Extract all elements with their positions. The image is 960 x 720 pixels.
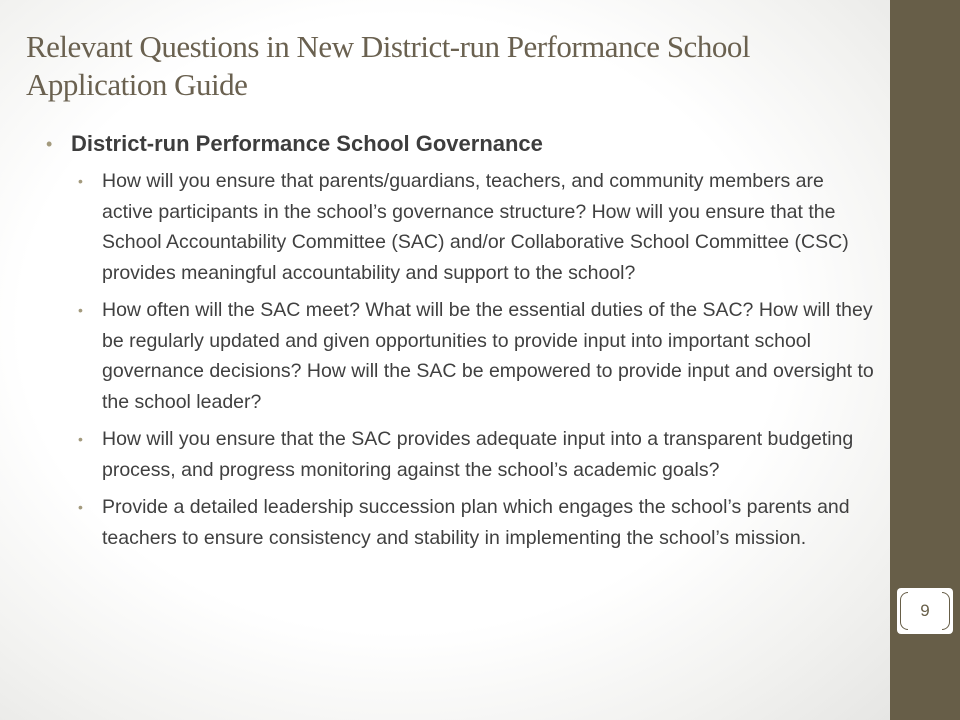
question-item <box>78 424 877 485</box>
bullet-icon: • <box>78 499 83 515</box>
question-item <box>78 492 877 553</box>
section-heading-text: District-run Performance School Governance <box>71 131 543 156</box>
question-item <box>78 295 877 417</box>
question-text: How often will the SAC meet? What will be the essential duties of the SAC? How will they be regularly updated and given opportunities to provide input into important school governance decisions? How will the SAC be empowered to provide input and oversight to the school leader? <box>102 299 874 413</box>
page-number: 9 <box>920 601 930 620</box>
bullet-icon: • <box>46 134 53 154</box>
question-text: How will you ensure that parents/guardians, teachers, and community members are active participants in the school’s governance structure? How will you ensure that the School Accountability Committee (SAC) and/or Collaborative School Committee (CSC) provides meaningful accountability and support to the school? <box>102 170 849 284</box>
slide-content <box>46 128 876 560</box>
bullet-icon: • <box>78 431 83 447</box>
bullet-icon: • <box>78 173 83 189</box>
question-item <box>78 166 877 288</box>
question-text: How will you ensure that the SAC provides adequate input into a transparent budgeting process, and progress monitoring against the school’s academic goals? <box>102 428 854 481</box>
page-number-badge <box>897 588 953 634</box>
question-list <box>46 166 876 553</box>
left-bracket-icon <box>900 592 908 630</box>
bullet-icon: • <box>78 302 83 318</box>
slide-title: Relevant Questions in New District-run Performance School Application Guide <box>26 29 750 102</box>
question-text: Provide a detailed leadership succession plan which engages the school’s parents and teachers to ensure consistency and stability in implementing the school’s mission. <box>102 496 850 549</box>
right-bracket-icon <box>942 592 950 630</box>
section-heading <box>46 128 876 160</box>
